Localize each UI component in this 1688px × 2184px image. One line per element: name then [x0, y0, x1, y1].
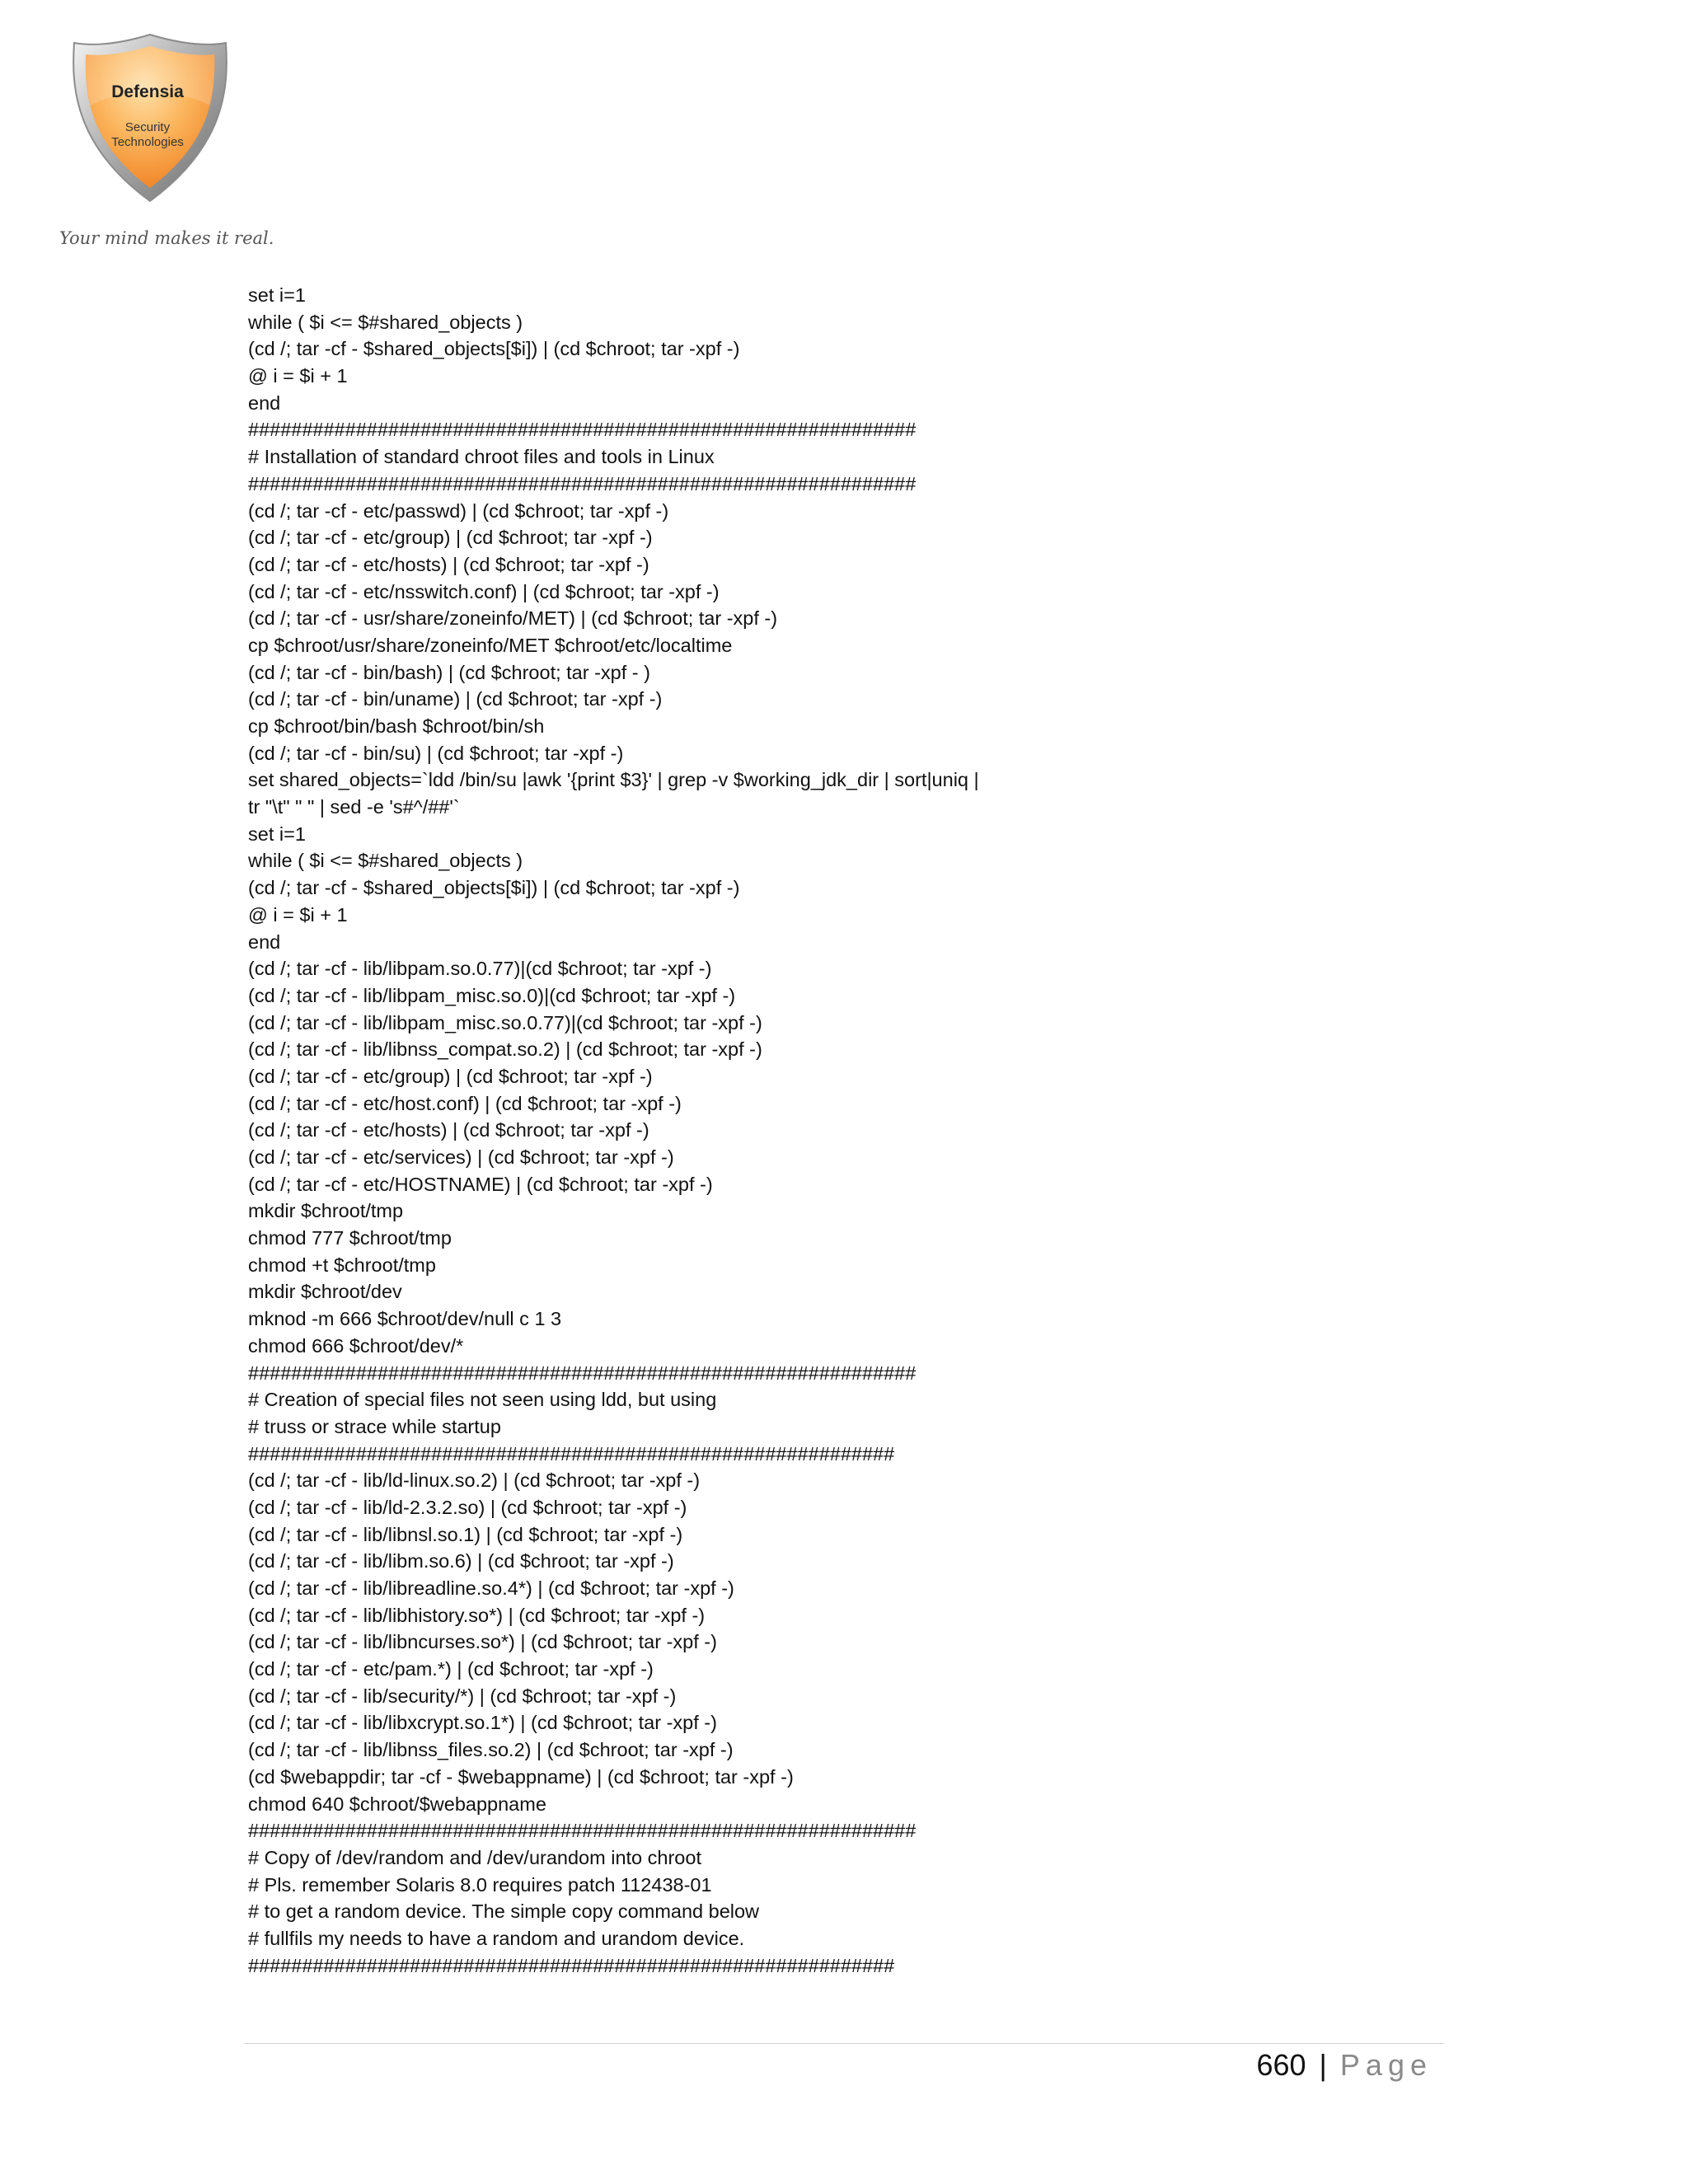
code-line: end	[248, 930, 281, 953]
code-line: (cd /; tar -cf - etc/hosts) | (cd $chroot; tar -xpf -)	[248, 553, 649, 575]
code-line: mkdir $chroot/tmp	[248, 1200, 404, 1222]
header-logo-block	[49, 25, 274, 255]
code-line: (cd /; tar -cf - etc/group) | (cd $chroot; tar -xpf -)	[248, 527, 653, 549]
code-line: ############################################################	[248, 1442, 895, 1465]
code-line: end	[248, 391, 281, 414]
code-line: (cd /; tar -cf - lib/libncurses.so*) | (cd $chroot; tar -xpf -)	[248, 1631, 717, 1653]
code-line: (cd /; tar -cf - etc/pam.*) | (cd $chroot; tar -xpf -)	[248, 1658, 654, 1680]
code-line: (cd /; tar -cf - lib/ld-linux.so.2) | (cd $chroot; tar -xpf -)	[248, 1469, 701, 1492]
code-line: while ( $i <= $#shared_objects )	[248, 311, 523, 333]
code-line: (cd /; tar -cf - etc/hosts) | (cd $chroot; tar -xpf -)	[248, 1119, 649, 1141]
code-line: set i=1	[248, 823, 306, 845]
code-line: cp $chroot/usr/share/zoneinfo/MET $chroot/etc/localtime	[248, 634, 733, 656]
footer-divider	[244, 2043, 1444, 2044]
footer-separator: |	[1319, 2048, 1327, 2082]
code-line: (cd /; tar -cf - lib/libpam_misc.so.0.77)|(cd $chroot; tar -xpf -)	[248, 1011, 762, 1033]
logo-subtitle-line-1: Security	[124, 120, 171, 134]
shield-logo-icon	[68, 31, 232, 204]
code-line: (cd /; tar -cf - bin/uname) | (cd $chroot; tar -xpf -)	[248, 688, 663, 710]
code-line: (cd /; tar -cf - lib/ld-2.3.2.so) | (cd $chroot; tar -xpf -)	[248, 1496, 687, 1518]
code-line: while ( $i <= $#shared_objects )	[248, 850, 523, 872]
code-line: (cd /; tar -cf - lib/libnss_files.so.2) | (cd $chroot; tar -xpf -)	[248, 1739, 734, 1761]
code-line: (cd /; tar -cf - lib/libnss_compat.so.2) | (cd $chroot; tar -xpf -)	[248, 1038, 762, 1061]
code-line: (cd /; tar -cf - bin/su) | (cd $chroot; tar -xpf -)	[248, 742, 624, 764]
code-line: chmod 640 $chroot/$webappname	[248, 1793, 546, 1815]
code-line: (cd /; tar -cf - etc/passwd) | (cd $chroot; tar -xpf -)	[248, 499, 669, 522]
code-line: # Creation of special files not seen using ldd, but using	[248, 1389, 717, 1411]
code-line: ##############################################################	[248, 1820, 917, 1842]
code-line: chmod 666 $chroot/dev/*	[248, 1334, 464, 1357]
logo-title: Defensia	[111, 82, 184, 101]
code-line: # truss or strace while startup	[248, 1415, 501, 1437]
code-line: ##############################################################	[248, 1361, 917, 1384]
code-line: (cd $webappdir; tar -cf - $webappname) | (cd $chroot; tar -xpf -)	[248, 1765, 794, 1788]
code-line: @ i = $i + 1	[248, 903, 348, 926]
code-line: mknod -m 666 $chroot/dev/null c 1 3	[248, 1308, 562, 1330]
logo-subtitle	[92, 120, 203, 150]
code-line: chmod +t $chroot/tmp	[248, 1254, 436, 1276]
code-line: # Pls. remember Solaris 8.0 requires patch 112438-01	[248, 1873, 712, 1896]
code-line: # to get a random device. The simple copy command below	[248, 1900, 760, 1923]
code-listing	[248, 282, 1468, 1979]
code-line: # Installation of standard chroot files and tools in Linux	[248, 446, 715, 468]
code-line: mkdir $chroot/dev	[248, 1281, 402, 1303]
code-line: (cd /; tar -cf - lib/libreadline.so.4*) | (cd $chroot; tar -xpf -)	[248, 1577, 734, 1599]
logo-subtitle-line-2: Technologies	[111, 135, 184, 149]
code-line: tr "\t" " " | sed -e 's#^/##'`	[248, 796, 460, 818]
code-line: (cd /; tar -cf - lib/libhistory.so*) | (cd $chroot; tar -xpf -)	[248, 1604, 706, 1626]
code-line: (cd /; tar -cf - lib/libm.so.6) | (cd $chroot; tar -xpf -)	[248, 1550, 674, 1572]
code-line: (cd /; tar -cf - $shared_objects[$i]) | (cd $chroot; tar -xpf -)	[248, 877, 740, 899]
code-line: ##############################################################	[248, 419, 917, 441]
code-line: ##############################################################	[248, 472, 917, 494]
page-number: 660	[1256, 2048, 1306, 2082]
code-line: set shared_objects=`ldd /bin/su |awk '{print $3}' | grep -v $working_jdk_dir | sort|uniq |	[248, 769, 979, 791]
code-line: (cd /; tar -cf - lib/libpam_misc.so.0)|(cd $chroot; tar -xpf -)	[248, 984, 736, 1006]
code-line: (cd /; tar -cf - lib/libxcrypt.so.1*) | (cd $chroot; tar -xpf -)	[248, 1712, 717, 1734]
code-line: (cd /; tar -cf - etc/nsswitch.conf) | (cd $chroot; tar -xpf -)	[248, 580, 720, 602]
code-line: (cd /; tar -cf - lib/security/*) | (cd $chroot; tar -xpf -)	[248, 1685, 677, 1707]
code-line: cp $chroot/bin/bash $chroot/bin/sh	[248, 715, 545, 737]
page-label: Page	[1339, 2048, 1432, 2082]
code-line: @ i = $i + 1	[248, 365, 348, 387]
code-line: # Copy of /dev/random and /dev/urandom into chroot	[248, 1846, 701, 1868]
code-line: (cd /; tar -cf - etc/HOSTNAME) | (cd $chroot; tar -xpf -)	[248, 1173, 713, 1195]
code-line: chmod 777 $chroot/tmp	[248, 1227, 452, 1249]
code-line: (cd /; tar -cf - etc/services) | (cd $chroot; tar -xpf -)	[248, 1146, 674, 1168]
code-line: set i=1	[248, 284, 306, 306]
code-line: (cd /; tar -cf - etc/host.conf) | (cd $chroot; tar -xpf -)	[248, 1092, 682, 1114]
code-line: (cd /; tar -cf - lib/libpam.so.0.77)|(cd $chroot; tar -xpf -)	[248, 958, 712, 980]
code-line: (cd /; tar -cf - lib/libnsl.so.1) | (cd $chroot; tar -xpf -)	[248, 1523, 683, 1545]
code-line: # fullfils my needs to have a random and urandom device.	[248, 1927, 745, 1949]
code-line: ############################################################	[248, 1954, 895, 1976]
code-line: (cd /; tar -cf - usr/share/zoneinfo/MET) | (cd $chroot; tar -xpf -)	[248, 607, 778, 630]
logo-tagline: Your mind makes it real.	[59, 228, 274, 248]
page-footer	[1256, 2047, 1432, 2083]
code-line: (cd /; tar -cf - $shared_objects[$i]) | (cd $chroot; tar -xpf -)	[248, 338, 740, 360]
code-line: (cd /; tar -cf - bin/bash) | (cd $chroot; tar -xpf - )	[248, 661, 650, 683]
code-line: (cd /; tar -cf - etc/group) | (cd $chroot; tar -xpf -)	[248, 1065, 653, 1087]
